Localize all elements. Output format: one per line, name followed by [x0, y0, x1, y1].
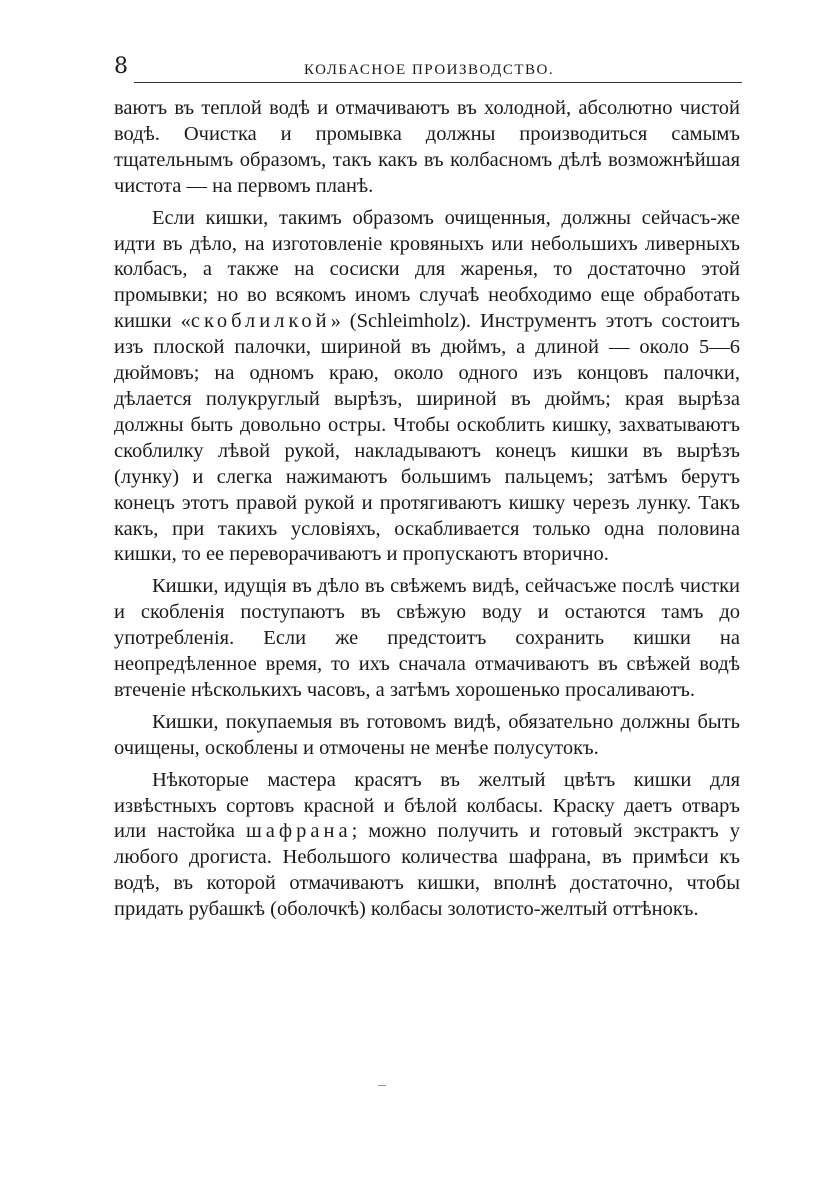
paragraph-5-part-b: ; можно получить и готовый экстрактъ у любого дрогиста. Небольшого количества шафрана, въ примѣси къ водѣ, въ которой отмачиваютъ кишки, вполнѣ достаточно, чтобы придать рубашкѣ (оболочкѣ) колбасы золотисто-желтый оттѣнокъ. — [114, 820, 740, 921]
paragraph-2-part-a: Если кишки, такимъ образомъ очищенныя, должны сейчасъ-же идти въ дѣло, на изготовленіе кровяныхъ или небольшихъ ливерныхъ колбасъ, а также на сосиски для жаренья, то достаточно этой промывки; но во всякомъ иномъ случаѣ необходимо еще обработать кишки « — [114, 206, 740, 333]
page-header — [114, 54, 744, 84]
page-number: 8 — [114, 54, 128, 79]
body-text — [114, 96, 740, 923]
paragraph-2 — [114, 206, 740, 569]
running-title: КОЛБАСНОЕ ПРОИЗВОДСТВО. — [304, 62, 555, 78]
paragraph-2-spaced-term: скоблилкой — [190, 310, 331, 333]
paragraph-5 — [114, 768, 740, 923]
footer-mark — [378, 1085, 386, 1086]
paragraph-2-part-b: » (Schleimholz). Инструментъ этотъ состоитъ изъ плоской палочки, шириной въ дюймъ, а длиной — около 5—6 дюймовъ; на одномъ краю, около одного изъ концовъ палочки, дѣлается полукруглый вырѣзъ, шириной въ дюймъ; края вырѣза должны быть довольно остры. Чтобы оскоблить кишку, захватываютъ скоблилку лѣвой рукой, накладываютъ конецъ кишки въ вырѣзъ (лунку) и слегка нажимаютъ большимъ пальцемъ; затѣмъ берутъ конецъ этотъ правой рукой и протягиваютъ кишку черезъ лунку. Такъ какъ, при такихъ условіяхъ, оскабливается только одна половина кишки, то ее переворачиваютъ и пропускаютъ вторично. — [114, 310, 740, 566]
paragraph-3: Кишки, идущія въ дѣло въ свѣжемъ видѣ, сейчасъже послѣ чистки и скобленія поступаютъ въ свѣжую воду и остаются тамъ до употребленія. Если же предстоитъ сохранить кишки на неопредѣленное время, то ихъ сначала отмачиваютъ въ свѣжей водѣ втеченіе нѣсколькихъ часовъ, а затѣмъ хорошенько просаливаютъ. — [114, 575, 740, 701]
header-rule — [134, 82, 742, 83]
paragraph-5-spaced-term: шафрана — [246, 820, 352, 843]
paragraph-4: Кишки, покупаемыя въ готовомъ видѣ, обязательно должны быть очищены, оскоблены и отмочены не менѣе полусутокъ. — [114, 710, 740, 759]
paragraph-5-part-a: Нѣкоторые мастера красятъ въ желтый цвѣтъ кишки для извѣстныхъ сортовъ красной и бѣлой колбасы. Краску даетъ отваръ или настойка — [114, 768, 740, 843]
paragraph-1: ваютъ въ теплой водѣ и отмачиваютъ въ холодной, абсолютно чистой водѣ. Очистка и промывка должны производиться самымъ тщательнымъ образомъ, такъ какъ въ колбасномъ дѣлѣ возможнѣйшая чистота — на первомъ планѣ. — [114, 97, 740, 197]
